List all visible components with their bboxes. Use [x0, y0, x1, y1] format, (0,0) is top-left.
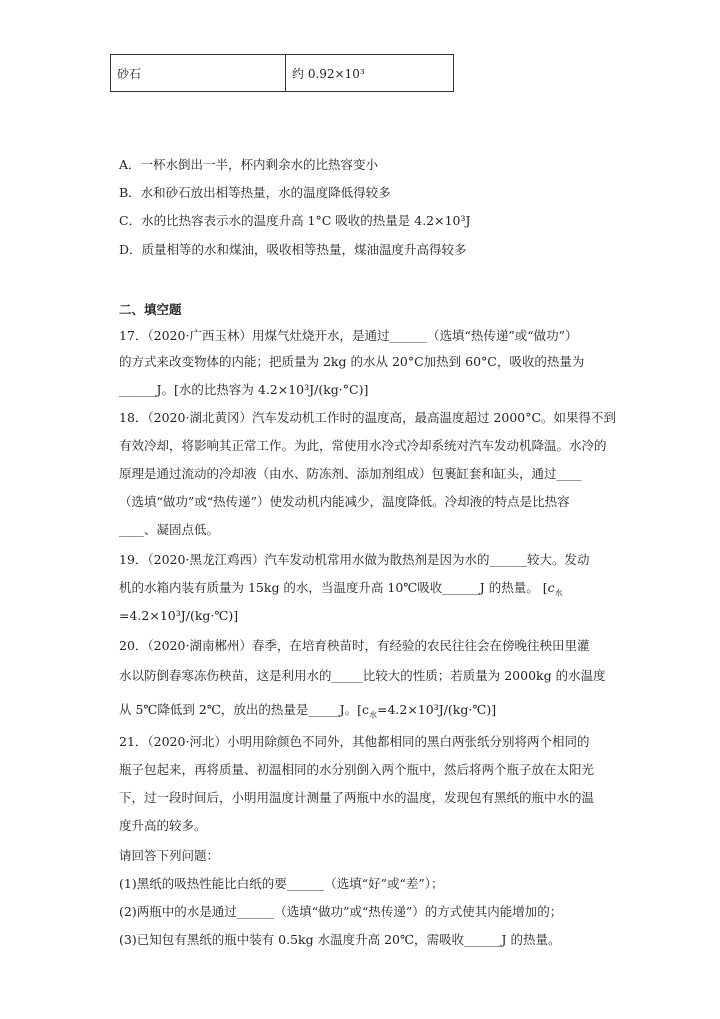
c-symbol: c — [547, 580, 555, 595]
q20-line-3 — [119, 701, 496, 719]
q19-line-1: 19．（2020·黑龙江鸡西）汽车发动机常用水做为散热剂是因为水的______较大。发动 — [119, 552, 590, 567]
q19-line-2 — [119, 579, 563, 597]
option-b: B．水和砂石放出相等热量，水的温度降低得较多 — [119, 185, 391, 200]
c-subscript: 水 — [554, 588, 563, 598]
option-a: A．一杯水倒出一半，杯内剩余水的比热容变小 — [119, 157, 379, 172]
q17-line-1: 17．（2020·广西玉林）用煤气灶烧开水，是通过______（选填“热传递”或“做功”） — [119, 328, 578, 343]
q20-line-3-pre: 从 5℃降低到 2℃，放出的热量是_____J。[c — [119, 702, 369, 717]
q19-line-2-text: 机的水箱内装有质量为 15kg 的水，当温度升高 10℃吸收______J 的热量。 [ — [119, 580, 548, 595]
q18-line-3: 原理是通过流动的冷却液（由水、防冻剂、添加剂组成）包裹缸套和缸头，通过____ — [119, 466, 582, 481]
section-title: 二、填空题 — [119, 302, 182, 317]
q17-line-2: 的方式来改变物体的内能；把质量为 2kg 的水从 20°C加热到 60°C，吸收的热量为 — [119, 354, 585, 369]
q20-line-3-post: =4.2×10³J/(kg·℃)] — [376, 702, 497, 717]
q18-line-1: 18．（2020·湖北黄冈）汽车发动机工作时的温度高，最高温度超过 2000°C。如果得不到 — [119, 410, 617, 425]
table-cell-value: 约 0.92×10³ — [286, 55, 454, 92]
c-subscript: 水 — [368, 710, 377, 720]
q19-line-3: =4.2×10³J/(kg·℃)] — [119, 608, 239, 623]
option-d: D．质量相等的水和煤油，吸收相等热量，煤油温度升高得较多 — [119, 242, 467, 257]
q21-sub-2: (2)两瓶中的水是通过______（选填“做功”或“热传递”）的方式使其内能增加的； — [119, 904, 563, 919]
q21-sub-1: (1)黑纸的吸热性能比白纸的要______（选填“好”或“差”）； — [119, 876, 444, 891]
q21-prompt: 请回答下列问题： — [119, 848, 220, 863]
q18-line-5: ____、凝固点低。 — [119, 522, 220, 537]
q17-line-3: ______J。[水的比热容为 4.2×10³J/(kg·°C)] — [119, 382, 369, 397]
q18-line-2: 有效冷却，将影响其正常工作。为此，常使用水冷式冷却系统对汽车发动机降温。水冷的 — [119, 438, 607, 453]
q21-line-4: 度升高的较多。 — [119, 818, 207, 833]
table-row — [111, 55, 454, 92]
q20-line-1: 20．（2020·湖南郴州）春季，在培育秧苗时，有经验的农民往往会在傍晚往秧田里灌 — [119, 638, 590, 653]
table-cell-substance: 砂石 — [111, 55, 286, 92]
q21-line-2: 瓶子包起来，再将质量、初温相同的水分别倒入两个瓶中，然后将两个瓶子放在太阳光 — [119, 762, 595, 777]
q21-sub-3: (3)已知包有黑纸的瓶中装有 0.5kg 水温度升高 20℃，需吸收______J 的热量。 — [119, 932, 561, 947]
specific-heat-table — [110, 54, 454, 92]
q21-line-1: 21．（2020·河北）小明用除颜色不同外，其他都相同的黑白两张纸分别将两个相同的 — [119, 734, 590, 749]
q21-line-3: 下，过一段时间后，小明用温度计测量了两瓶中水的温度，发现包有黑纸的瓶中水的温 — [119, 790, 595, 805]
q18-line-4: （选填“做功”或“热传递”）使发动机内能减少，温度降低。冷却液的特点是比热容 — [119, 494, 570, 509]
option-c: C．水的比热容表示水的温度升高 1°C 吸收的热量是 4.2×10³J — [119, 213, 471, 228]
q20-line-2: 水以防倒春寒冻伤秧苗，这是利用水的_____比较大的性质；若质量为 2000kg 的水温度 — [119, 668, 606, 683]
